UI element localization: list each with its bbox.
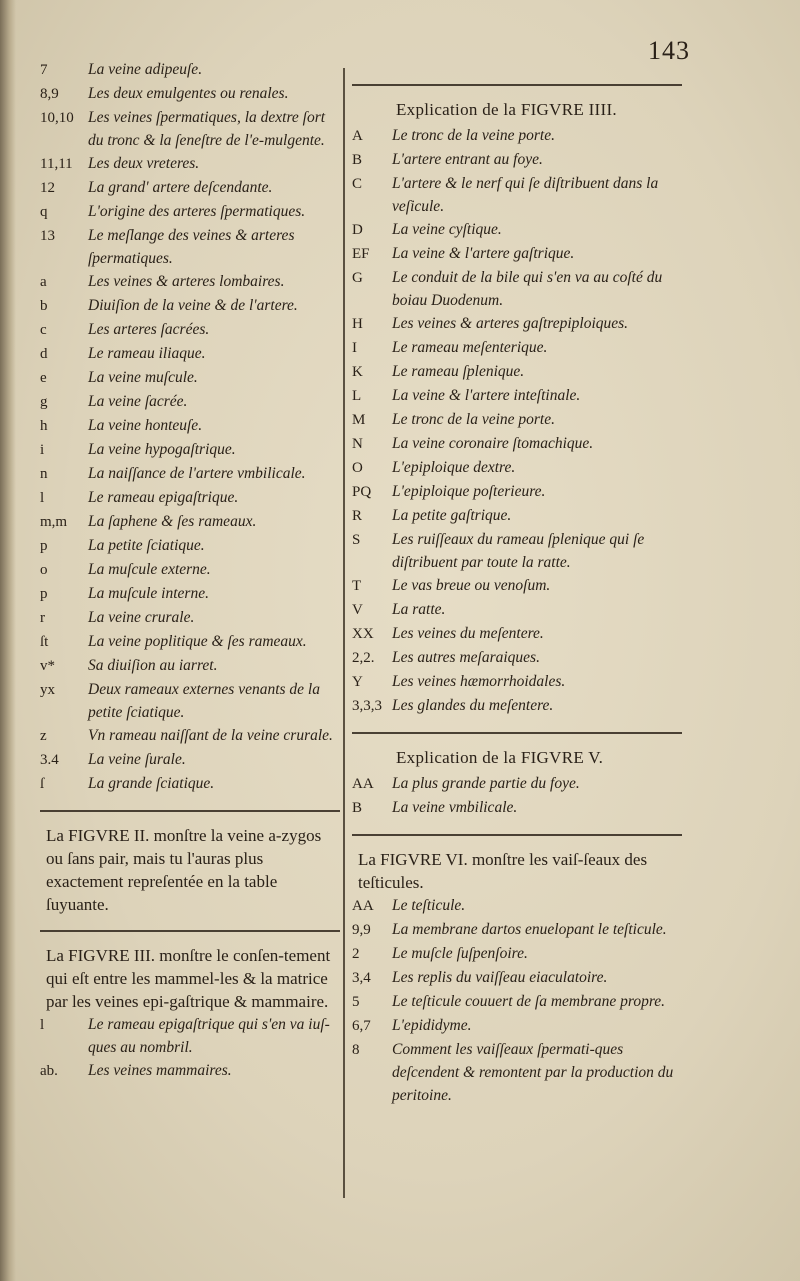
figure-4-legend-list	[352, 124, 682, 718]
legend-text: La veine hypogaſtrique.	[88, 441, 236, 458]
legend-text: Le rameau iliaque.	[88, 345, 206, 362]
figure-5-legend-list	[352, 772, 682, 820]
legend-key: I	[352, 340, 357, 356]
legend-entry	[352, 622, 682, 646]
legend-key: b	[40, 298, 48, 314]
legend-key: K	[352, 364, 363, 380]
legend-entry	[40, 318, 340, 342]
legend-key: 12	[40, 180, 55, 196]
legend-entry	[40, 486, 340, 510]
legend-text: Le rameau epigaſtrique qui s'en va iuſ-ques au nombril.	[88, 1016, 330, 1056]
legend-text: L'artere & le nerf qui ſe diſtribuent dans la veſicule.	[392, 175, 659, 215]
legend-entry	[352, 598, 682, 622]
legend-key: a	[40, 274, 47, 290]
legend-entry	[40, 270, 340, 294]
legend-key: T	[352, 578, 362, 594]
section-rule	[352, 84, 682, 86]
legend-text: L'artere entrant au foye.	[392, 151, 543, 168]
legend-text: Les veines & arteres lombaires.	[88, 273, 285, 290]
legend-key: L	[352, 388, 362, 404]
legend-text: La veine cyſtique.	[392, 221, 502, 238]
legend-key: n	[40, 466, 48, 482]
legend-text: Les autres meſaraiques.	[392, 649, 540, 666]
legend-key: 3.4	[40, 752, 59, 768]
legend-key: 6,7	[352, 1018, 371, 1034]
left-column	[40, 58, 340, 1083]
legend-key: 10,10	[40, 110, 74, 126]
legend-entry	[40, 152, 340, 176]
legend-entry	[352, 384, 682, 408]
legend-text: La petite ſciatique.	[88, 537, 205, 554]
legend-entry	[40, 510, 340, 534]
legend-text: Le conduit de la bile qui s'en va au coſté du boiau Duodenum.	[392, 269, 663, 309]
section-rule	[40, 930, 340, 932]
legend-key: N	[352, 436, 363, 452]
figure-6-legend-list	[352, 894, 682, 1107]
legend-entry	[352, 990, 682, 1014]
legend-entry	[352, 772, 682, 796]
legend-text: Les deux emulgentes ou renales.	[88, 85, 289, 102]
legend-key: 2	[352, 946, 360, 962]
legend-entry	[352, 218, 682, 242]
page-number: 143	[648, 36, 690, 65]
legend-entry	[352, 942, 682, 966]
legend-text: Diuiſion de la veine & de l'artere.	[88, 297, 298, 314]
legend-entry	[40, 366, 340, 390]
legend-key: 7	[40, 62, 48, 78]
legend-text: La muſcule interne.	[88, 585, 209, 602]
legend-text: La veine poplitique & ſes rameaux.	[88, 633, 307, 650]
legend-text: La ſaphene & ſes rameaux.	[88, 513, 257, 530]
figure-3-paragraph: La FIGVRE III. monſtre le conſen-tement qui eſt entre les mammel-les & la matrice par les veines epi-gaſtrique & mammaire.	[46, 946, 331, 1011]
legend-entry	[352, 312, 682, 336]
legend-key: S	[352, 532, 361, 548]
legend-text: La grand' artere deſcendante.	[88, 179, 273, 196]
legend-entry	[352, 894, 682, 918]
legend-entry	[352, 918, 682, 942]
legend-text: Le rameau epigaſtrique.	[88, 489, 239, 506]
legend-text: Le meſlange des veines & arteres ſpermatiques.	[88, 227, 295, 267]
legend-entry	[352, 360, 682, 384]
legend-text: L'epiploique dextre.	[392, 459, 516, 476]
legend-entry	[352, 148, 682, 172]
legend-entry	[352, 966, 682, 990]
legend-text: La veine coronaire ſtomachique.	[392, 435, 594, 452]
legend-key: 8,9	[40, 86, 59, 102]
legend-entry	[352, 432, 682, 456]
figure-3-legend-list	[40, 1013, 340, 1083]
legend-key: Y	[352, 674, 363, 690]
legend-key: z	[40, 728, 47, 744]
legend-text: La grande ſciatique.	[88, 775, 215, 792]
legend-entry	[40, 106, 340, 152]
legend-entry	[352, 796, 682, 820]
legend-text: Les veines mammaires.	[88, 1062, 232, 1079]
section-rule	[40, 810, 340, 812]
legend-key: B	[352, 152, 363, 168]
legend-entry	[40, 654, 340, 678]
figure-4-heading: Explication de la FIGVRE IIII.	[396, 100, 617, 119]
legend-key: p	[40, 538, 48, 554]
legend-key: ab.	[40, 1063, 58, 1079]
legend-key: ſt	[40, 634, 49, 650]
legend-key: D	[352, 222, 363, 238]
column-divider	[343, 68, 345, 1198]
legend-key: m,m	[40, 514, 68, 530]
legend-entry	[40, 414, 340, 438]
legend-entry	[40, 438, 340, 462]
legend-key: p	[40, 586, 48, 602]
legend-text: La petite gaſtrique.	[392, 507, 512, 524]
legend-text: Vn rameau naiſſant de la veine crurale.	[88, 727, 333, 744]
legend-text: Comment les vaiſſeaux ſpermati-ques deſcendent & remontent par la production du peritoine.	[392, 1041, 674, 1104]
legend-key: H	[352, 316, 363, 332]
legend-entry	[40, 1013, 340, 1059]
legend-key: o	[40, 562, 48, 578]
legend-key: AA	[352, 898, 374, 914]
legend-entry	[352, 1038, 682, 1107]
legend-text: La ratte.	[392, 601, 446, 618]
legend-text: La veine muſcule.	[88, 369, 198, 386]
legend-text: Deux rameaux externes venants de la petite ſciatique.	[88, 681, 320, 721]
legend-text: Les replis du vaiſſeau eiaculatoire.	[392, 969, 608, 986]
legend-key: M	[352, 412, 366, 428]
legend-entry	[352, 574, 682, 598]
legend-entry	[40, 294, 340, 318]
legend-entry	[352, 670, 682, 694]
figure-6-paragraph: La FIGVRE VI. monſtre les vaiſ-ſeaux des teſticules.	[358, 850, 648, 892]
legend-text: La veine ſacrée.	[88, 393, 188, 410]
legend-text: Les deux vreteres.	[88, 155, 200, 172]
legend-key: 2,2.	[352, 650, 375, 666]
legend-entry	[40, 606, 340, 630]
legend-entry	[40, 582, 340, 606]
figure-5-heading: Explication de la FIGVRE V.	[396, 748, 604, 767]
legend-text: L'origine des arteres ſpermatiques.	[88, 203, 306, 220]
legend-key: c	[40, 322, 47, 338]
legend-text: La veine & l'artere gaſtrique.	[392, 245, 575, 262]
legend-text: Le rameau ſplenique.	[392, 363, 525, 380]
legend-key: O	[352, 460, 363, 476]
legend-entry	[40, 724, 340, 748]
legend-key: q	[40, 204, 48, 220]
legend-key: yx	[40, 682, 55, 698]
legend-text: Sa diuiſion au iarret.	[88, 657, 218, 674]
legend-entry	[40, 58, 340, 82]
legend-text: La membrane dartos enuelopant le teſticule.	[392, 921, 667, 938]
legend-key: 8	[352, 1042, 360, 1058]
legend-entry	[40, 1059, 340, 1083]
legend-key: C	[352, 176, 363, 192]
legend-key: d	[40, 346, 48, 362]
legend-entry	[352, 266, 682, 312]
legend-key: EF	[352, 246, 370, 262]
legend-text: Le teſticule.	[392, 897, 466, 914]
legend-entry	[352, 504, 682, 528]
legend-entry	[40, 678, 340, 724]
section-rule	[352, 834, 682, 836]
legend-text: La veine adipeuſe.	[88, 61, 203, 78]
legend-text: Le tronc de la veine porte.	[392, 411, 555, 428]
legend-key: G	[352, 270, 363, 286]
legend-text: Le rameau meſenterique.	[392, 339, 548, 356]
legend-entry	[352, 456, 682, 480]
legend-entry	[40, 224, 340, 270]
right-column	[352, 70, 682, 1107]
legend-text: Les arteres ſacrées.	[88, 321, 210, 338]
legend-entry	[40, 390, 340, 414]
legend-entry	[40, 534, 340, 558]
legend-entry	[352, 408, 682, 432]
legend-entry	[40, 176, 340, 200]
legend-entry	[40, 200, 340, 224]
legend-entry	[352, 694, 682, 718]
figure-legend-list	[40, 58, 340, 796]
legend-key: 11,11	[40, 156, 73, 172]
legend-text: La naiſſance de l'artere vmbilicale.	[88, 465, 306, 482]
legend-entry	[40, 748, 340, 772]
legend-entry	[352, 172, 682, 218]
legend-text: L'epididyme.	[392, 1017, 472, 1034]
legend-text: La plus grande partie du foye.	[392, 775, 580, 792]
legend-entry	[40, 558, 340, 582]
legend-key: i	[40, 442, 45, 458]
legend-text: La veine vmbilicale.	[392, 799, 518, 816]
legend-text: La veine honteuſe.	[88, 417, 203, 434]
legend-key: AA	[352, 776, 374, 792]
legend-entry	[40, 82, 340, 106]
legend-text: Le teſticule couuert de ſa membrane propre.	[392, 993, 666, 1010]
legend-text: Les ruiſſeaux du rameau ſplenique qui ſe diſtribuent par toute la ratte.	[392, 531, 645, 571]
legend-key: 3,4	[352, 970, 371, 986]
legend-entry	[352, 646, 682, 670]
legend-key: l	[40, 490, 45, 506]
legend-entry	[352, 1014, 682, 1038]
legend-text: Les veines du meſentere.	[392, 625, 544, 642]
legend-key: B	[352, 800, 363, 816]
legend-text: Le tronc de la veine porte.	[392, 127, 555, 144]
legend-text: L'epiploique poſterieure.	[392, 483, 546, 500]
legend-entry	[40, 772, 340, 796]
legend-entry	[352, 124, 682, 148]
binding-gutter	[0, 0, 16, 1281]
legend-key: r	[40, 610, 45, 626]
legend-key: 5	[352, 994, 360, 1010]
legend-entry	[40, 462, 340, 486]
legend-text: Le vas breue ou venoſum.	[392, 577, 551, 594]
legend-entry	[352, 242, 682, 266]
legend-text: Les glandes du meſentere.	[392, 697, 554, 714]
legend-key: h	[40, 418, 48, 434]
legend-key: XX	[352, 626, 374, 642]
legend-text: La muſcule externe.	[88, 561, 211, 578]
legend-key: l	[40, 1017, 45, 1033]
figure-2-paragraph: La FIGVRE II. monſtre la veine a-zygos ou ſans pair, mais tu l'auras plus exactement repreſentée en la table ſuyuante.	[46, 826, 322, 914]
legend-key: g	[40, 394, 48, 410]
legend-key: e	[40, 370, 47, 386]
legend-key: PQ	[352, 484, 372, 500]
legend-key: A	[352, 128, 363, 144]
legend-text: La veine ſurale.	[88, 751, 186, 768]
legend-entry	[352, 480, 682, 504]
legend-key: 3,3,3	[352, 698, 382, 714]
legend-text: La veine crurale.	[88, 609, 195, 626]
legend-text: Les veines ſpermatiques, la dextre ſort du tronc & la ſeneſtre de l'e-mulgente.	[88, 109, 326, 149]
legend-text: Le muſcle ſuſpenſoire.	[392, 945, 528, 962]
legend-text: La veine & l'artere inteſtinale.	[392, 387, 581, 404]
legend-key: V	[352, 602, 363, 618]
legend-key: v*	[40, 658, 55, 674]
section-rule	[352, 732, 682, 734]
legend-key: 9,9	[352, 922, 371, 938]
legend-key: 13	[40, 228, 55, 244]
legend-entry	[40, 630, 340, 654]
legend-entry	[352, 528, 682, 574]
legend-entry	[40, 342, 340, 366]
legend-entry	[352, 336, 682, 360]
legend-text: Les veines & arteres gaſtrepiploiques.	[392, 315, 629, 332]
legend-key: R	[352, 508, 363, 524]
legend-text: Les veines hæmorrhoidales.	[392, 673, 566, 690]
legend-key: ſ	[40, 776, 45, 792]
